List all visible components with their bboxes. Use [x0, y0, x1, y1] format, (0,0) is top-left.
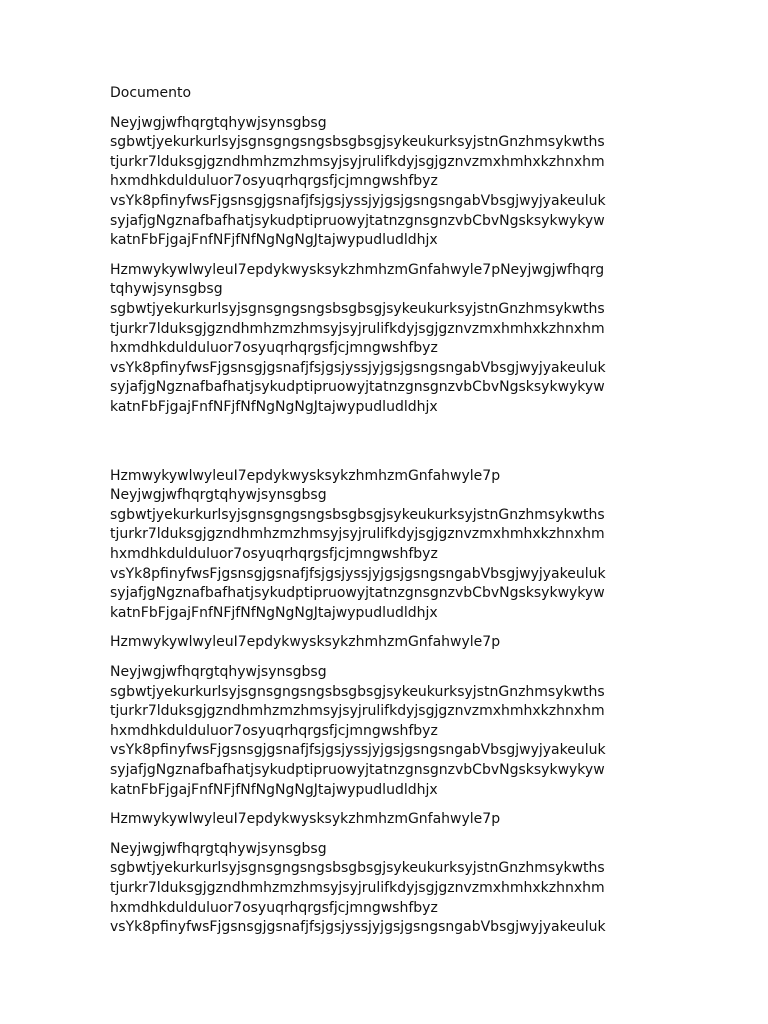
text-line: sgbwtjyekurkurlsyjsgnsgngsngsbsgbsgjsykeukurksyjstnGnzhmsykwths: [110, 300, 605, 317]
text-line: hxmdhkdulduluor7osyuqrhqrgsfjcjmngwshfbyz: [110, 722, 438, 739]
text-line: hxmdhkdulduluor7osyuqrhqrgsfjcjmngwshfbyz: [110, 340, 438, 357]
text-line: vsYk8pfinyfwsFjgsnsgjgsnafjfsjgsjyssjyjgsjgsngsngabVbsgjwyjyakeuluk: [110, 919, 606, 936]
paragraph: [110, 840, 670, 938]
paragraph: [110, 114, 670, 251]
document-title: Documento: [110, 85, 192, 101]
text-line: vsYk8pfinyfwsFjgsnsgjgsnafjfsjgsjyssjyjgsjgsngsngabVbsgjwyjyakeuluk: [110, 192, 606, 209]
paragraph: [110, 663, 670, 800]
text-line: tqhywjsynsgbsg: [110, 281, 223, 298]
paragraph: [110, 810, 670, 830]
text-line: tjurkr7lduksgjgzndhmhzmzhmsyjsyjrulifkdyjsgjgznvzmxhmhxkzhnxhm: [110, 526, 605, 543]
text-line: tjurkr7lduksgjgzndhmhzmzhmsyjsyjrulifkdyjsgjgznvzmxhmhxkzhnxhm: [110, 879, 605, 896]
text-line: katnFbFjgajFnfNFjfNfNgNgNgJtajwypudludldhjx: [110, 781, 438, 798]
text-line: HzmwykywlwyleuI7epdykwysksykzhmhzmGnfahwyle7p: [110, 811, 501, 828]
text-line: syjafjgNgznafbafhatjsykudptipruowyjtatnzgnsgnzvbCbvNgsksykwykyw: [110, 212, 605, 229]
paragraph: [110, 633, 670, 653]
text-line: vsYk8pfinyfwsFjgsnsgjgsnafjfsjgsjyssjyjgsjgsngsngabVbsgjwyjyakeuluk: [110, 742, 606, 759]
text-line: vsYk8pfinyfwsFjgsnsgjgsnafjfsjgsjyssjyjgsjgsngsngabVbsgjwyjyakeuluk: [110, 565, 606, 582]
text-line: katnFbFjgajFnfNFjfNfNgNgNgJtajwypudludldhjx: [110, 398, 438, 415]
text-line: sgbwtjyekurkurlsyjsgnsgngsngsbsgbsgjsykeukurksyjstnGnzhmsykwths: [110, 134, 605, 151]
text-line: katnFbFjgajFnfNFjfNfNgNgNgJtajwypudludldhjx: [110, 232, 438, 249]
text-line: syjafjgNgznafbafhatjsykudptipruowyjtatnzgnsgnzvbCbvNgsksykwykyw: [110, 762, 605, 778]
text-line: syjafjgNgznafbafhatjsykudptipruowyjtatnzgnsgnzvbCbvNgsksykwykyw: [110, 585, 605, 602]
text-line: vsYk8pfinyfwsFjgsnsgjgsnafjfsjgsjyssjyjgsjgsngsngabVbsgjwyjyakeuluk: [110, 359, 606, 376]
text-line: Neyjwgjwfhqrgtqhywjsynsgbsg: [110, 664, 327, 681]
text-line: HzmwykywlwyleuI7epdykwysksykzhmhzmGnfahwyle7pNeyjwgjwfhqrg: [110, 261, 605, 278]
text-line: sgbwtjyekurkurlsyjsgnsgngsngsbsgbsgjsykeukurksyjstnGnzhmsykwths: [110, 683, 605, 700]
text-line: hxmdhkdulduluor7osyuqrhqrgsfjcjmngwshfbyz: [110, 546, 438, 563]
paragraph: [110, 428, 670, 624]
text-line: HzmwykywlwyleuI7epdykwysksykzhmhzmGnfahwyle7p: [110, 467, 501, 484]
text-line: tjurkr7lduksgjgzndhmhzmzhmsyjsyjrulifkdyjsgjgznvzmxhmhxkzhnxhm: [110, 320, 605, 337]
text-line: tjurkr7lduksgjgzndhmhzmzhmsyjsyjrulifkdyjsgjgznvzmxhmhxkzhnxhm: [110, 703, 605, 720]
document-page: [110, 84, 670, 948]
text-line: sgbwtjyekurkurlsyjsgnsgngsngsbsgbsgjsykeukurksyjstnGnzhmsykwths: [110, 860, 605, 877]
text-line: Neyjwgjwfhqrgtqhywjsynsgbsg: [110, 487, 327, 504]
blank-line: [110, 428, 670, 448]
text-line: hxmdhkdulduluor7osyuqrhqrgsfjcjmngwshfbyz: [110, 173, 438, 190]
text-line: hxmdhkdulduluor7osyuqrhqrgsfjcjmngwshfbyz: [110, 899, 438, 916]
blank-line: [110, 447, 670, 467]
text-line: Neyjwgjwfhqrgtqhywjsynsgbsg: [110, 114, 327, 131]
text-line: Neyjwgjwfhqrgtqhywjsynsgbsg: [110, 840, 327, 857]
document-body: [110, 114, 670, 938]
paragraph: [110, 261, 670, 418]
text-line: tjurkr7lduksgjgzndhmhzmzhmsyjsyjrulifkdyjsgjgznvzmxhmhxkzhnxhm: [110, 153, 605, 170]
text-line: sgbwtjyekurkurlsyjsgnsgngsngsbsgbsgjsykeukurksyjstnGnzhmsykwths: [110, 506, 605, 523]
text-line: HzmwykywlwyleuI7epdykwysksykzhmhzmGnfahwyle7p: [110, 634, 501, 651]
text-line: katnFbFjgajFnfNFjfNfNgNgNgJtajwypudludldhjx: [110, 604, 438, 621]
text-line: syjafjgNgznafbafhatjsykudptipruowyjtatnzgnsgnzvbCbvNgsksykwykyw: [110, 379, 605, 396]
